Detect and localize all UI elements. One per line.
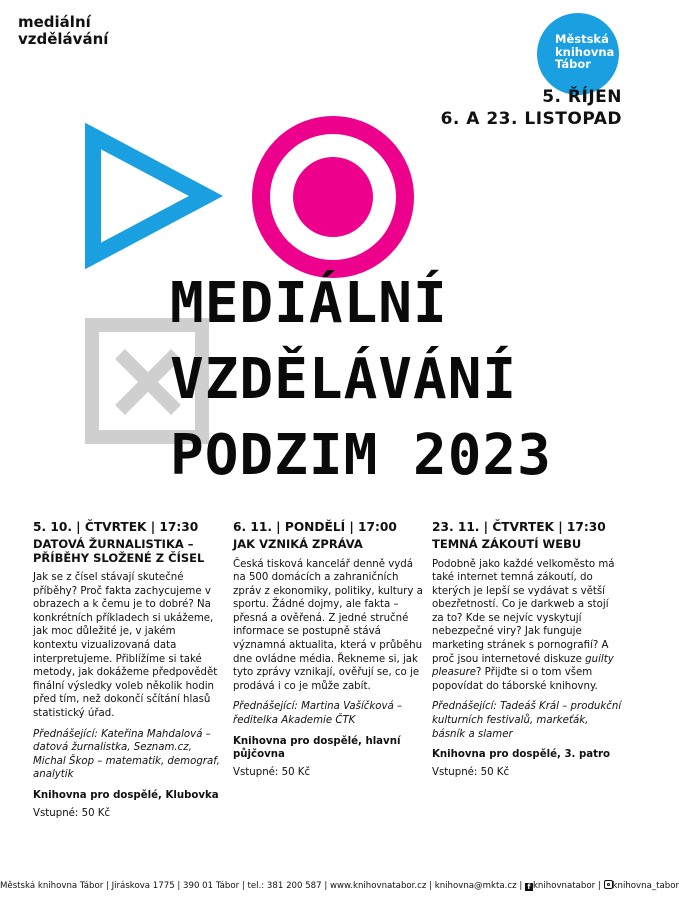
lecturer-name: Martina Vašíčková – ředitelka Akademie ČTK: [233, 701, 403, 727]
event-fee: Vstupné: 50 Kč: [33, 807, 111, 819]
event-topic: [432, 538, 622, 552]
event-date: 5. 10. | ČTVRTEK | 17:30: [33, 520, 199, 534]
lecturer-label: Přednášející:: [432, 701, 497, 713]
logo-line-3: Tábor: [555, 57, 591, 71]
event-lecturer: [33, 728, 223, 782]
event-fee: Vstupné: 50 Kč: [233, 766, 311, 778]
lecturer-label: Přednášející:: [33, 728, 98, 740]
event-venue: Knihovna pro dospělé, hlavní půjčovna: [233, 735, 401, 761]
dates-line-2: 6. A 23. LISTOPAD: [440, 109, 622, 129]
lecturer-name: Tadeáš Král – produkční kulturních festivalů, markeťák, básník a slamer: [432, 701, 622, 740]
event-topic: [233, 538, 423, 552]
event-topic-line: PŘÍBĚHY SLOŽENÉ Z ČÍSEL: [33, 550, 205, 565]
event-topic-line: TEMNÁ ZÁKOUTÍ WEBU: [432, 537, 582, 551]
lecturer-name: Kateřina Mahdalová – datová žurnalistka, Seznam.cz, Michal Škop – matematik, demograf, analytik: [33, 728, 220, 781]
event-column-2: [233, 520, 423, 779]
event-topic-line: DATOVÁ ŽURNALISTIKA –: [33, 537, 194, 551]
footer-facebook[interactable]: knihovnatabor: [532, 881, 596, 891]
event-fee: Vstupné: 50 Kč: [432, 766, 510, 778]
play-triangle-icon: [93, 136, 206, 256]
instagram-icon: [604, 880, 613, 889]
event-topic-line: JAK VZNIKÁ ZPRÁVA: [233, 537, 363, 551]
lecturer-label: Přednášející:: [233, 701, 298, 713]
event-column-1: [33, 520, 223, 820]
dates-line-1: 5. ŘÍJEN: [542, 87, 622, 107]
event-lecturer: [432, 700, 622, 741]
event-description: Česká tisková kancelář denně vydá na 500 domácích a zahraničních zpráv z ekonomiky, politiky, kultury a sportu. Žádné dojmy, ale fakta – přesná a ověřená. Z jedné stručné informace se postupně stává významná aktualita, která v průběhu dne ovládne média. Řekneme si, jak tyto zprávy vznikají, ověřují se, co je prodává i co je může zabít.: [233, 558, 423, 692]
title-line-2: VZDĚLÁVÁNÍ: [170, 347, 518, 412]
title-line-3: PODZIM 2023: [170, 423, 552, 488]
event-description: Jak se z čísel stávají skutečné příběhy? Proč fakta zachycujeme v obrazech a k čemu je to dobré? Na konkrétních příkladech si ukážeme, jak moc důležité je, v jakém kontextu vizualizovaná data interpretujeme. Přiblížíme si také metody, jak dokážeme předpovědět finální výsledky voleb několik hodin před tím, než dokončí sčítání hlasů statistický úřad.: [33, 572, 218, 719]
facebook-icon: f: [525, 883, 533, 891]
brand-line-1: mediální: [18, 13, 91, 31]
description-text: Podobně jako každé velkoměsto má také internet temná zákoutí, do kterých je lepší se vydávat s větší obezřetností. Co je darkweb a stojí za to? Kde se nejvíc vyskytují nebezpečné viry? Jak funguje marketing stránek s pornografií? A proč jsou internetové diskuze: [432, 558, 615, 665]
footer-contact: [0, 880, 679, 891]
event-lecturer: [233, 700, 423, 727]
description-emphasis: guilty pleasure: [432, 653, 614, 679]
event-date: 23. 11. | ČTVRTEK | 17:30: [432, 520, 606, 534]
event-venue: Knihovna pro dospělé, 3. patro: [432, 749, 611, 761]
footer-separator: |: [597, 881, 601, 891]
record-circle-icon: [261, 125, 405, 269]
title-line-1: MEDIÁLNÍ: [170, 271, 448, 336]
event-venue: Knihovna pro dospělé, Klubovka: [33, 789, 219, 801]
brand-line-2: vzdělávání: [18, 30, 109, 48]
footer-instagram[interactable]: knihovna_tabor: [612, 881, 679, 891]
logo-line-1: Městská: [555, 32, 609, 46]
logo-line-2: knihovna: [555, 44, 615, 59]
main-title: [170, 266, 552, 494]
event-column-3: [432, 520, 622, 779]
description-text-end: ? Přijďte si o tom všem popovídat do táborské knihovny.: [432, 667, 598, 692]
event-description: [432, 558, 622, 694]
event-topic: [33, 538, 223, 565]
footer-text: Městská knihovna Tábor | Jiráskova 1775 | 390 01 Tábor | tel.: 381 200 587 | www.knihovnatabor.cz | knihovna@mkta.cz |: [0, 881, 523, 891]
event-date: 6. 11. | PONDĚLÍ | 17:00: [233, 520, 397, 534]
